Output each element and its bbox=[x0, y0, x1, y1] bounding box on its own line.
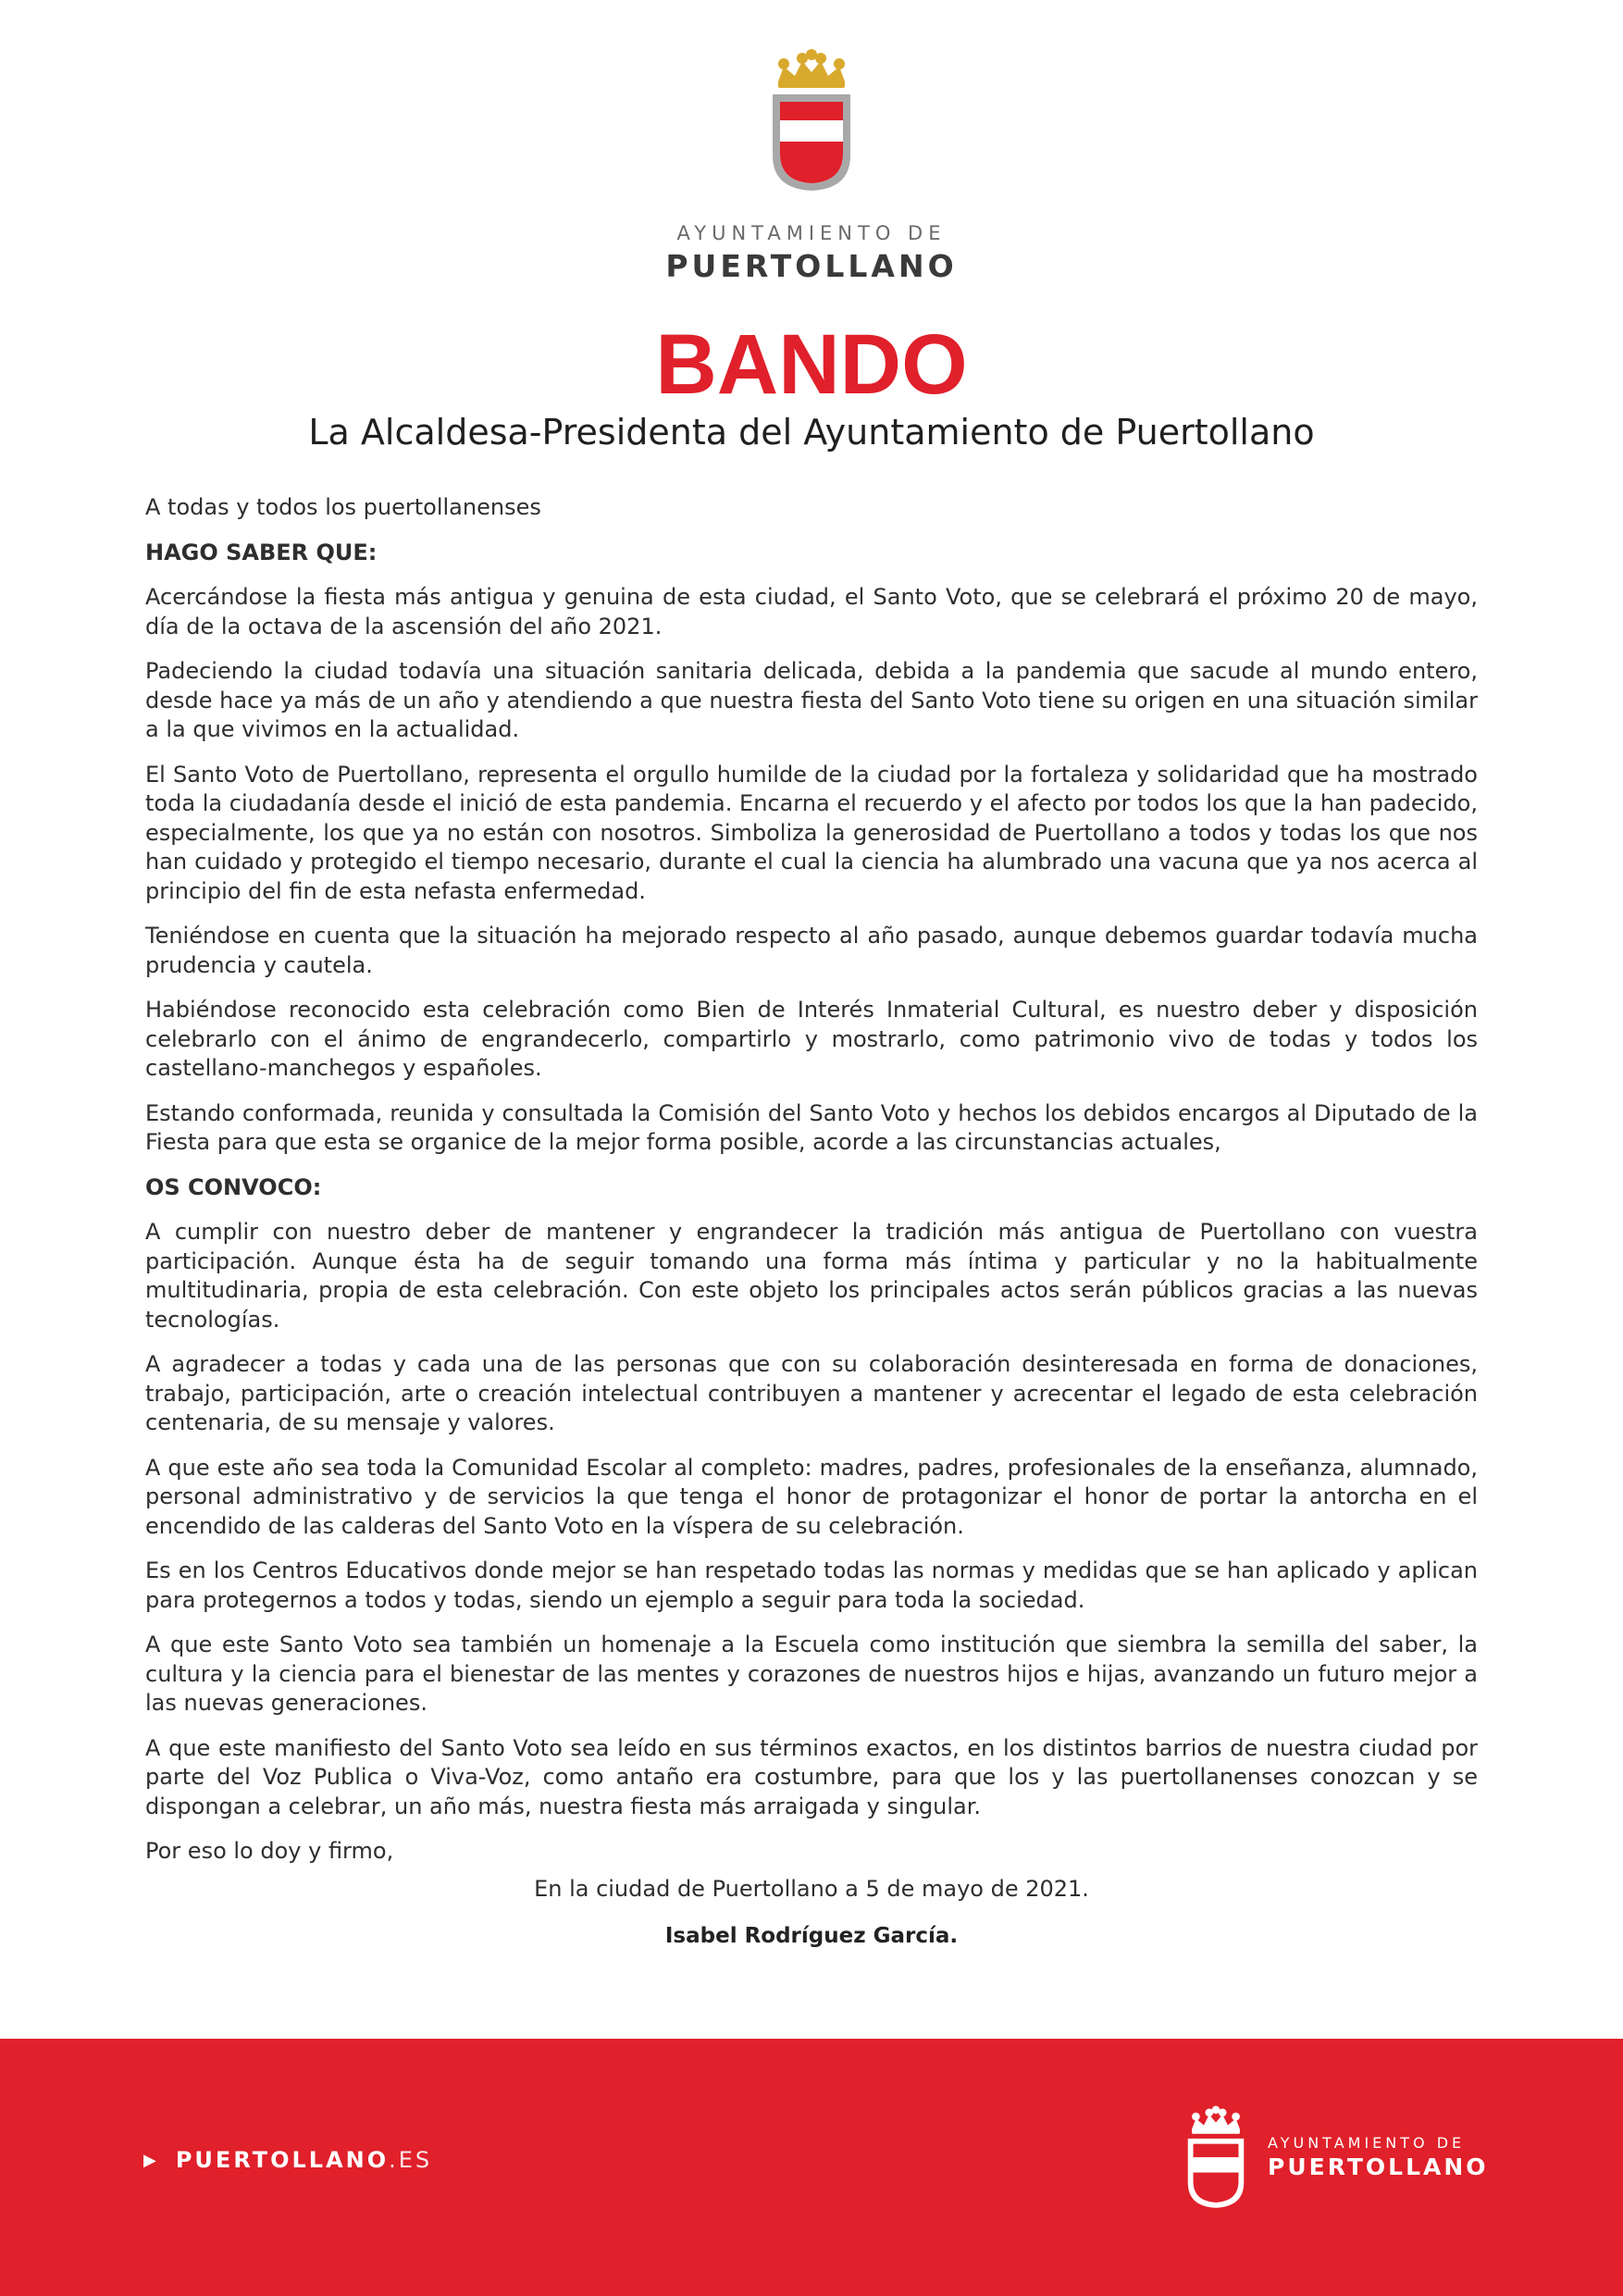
heading-hago-saber: HAGO SABER QUE: bbox=[145, 539, 378, 565]
footer-org-small: AYUNTAMIENTO DE bbox=[1268, 2134, 1466, 2152]
heading-os-convoco: OS CONVOCO: bbox=[145, 1173, 322, 1200]
paragraph: Es en los Centros Educativos donde mejor se han respetado todas las normas y medidas que se han aplicado y aplican para protegernos a todos y todas, siendo un ejemplo a seguir para toda la sociedad. bbox=[145, 1558, 1478, 1613]
signature-name: Isabel Rodríguez García. bbox=[664, 1924, 959, 1948]
decree-body bbox=[145, 493, 1478, 1882]
page-subtitle: La Alcaldesa-Presidenta del Ayuntamiento de Puertollano bbox=[308, 412, 1315, 453]
website-tld: .ES bbox=[389, 2147, 433, 2173]
org-name: PUERTOLLANO bbox=[665, 248, 958, 284]
paragraph: A que este año sea toda la Comunidad Escolar al completo: madres, padres, profesionales de la enseñanza, alumnado, personal administrativo y de servicios la que tenga el honor de protagonizar el honor de portar la antorcha en el encendido de las calderas del Santo Voto en la víspera de su celebración. bbox=[145, 1454, 1478, 1539]
org-name-small: AYUNTAMIENTO DE bbox=[676, 222, 947, 244]
paragraph: Padeciendo la ciudad todavía una situación sanitaria delicada, debida a la pandemia que sacude al mundo entero, desde hace ya más de un año y atendiendo a que nuestra fiesta del Santo Voto tiene su origen en una situación similar a la que vivimos en la actualidad. bbox=[145, 658, 1478, 742]
closing-line: Por eso lo doy y firmo, bbox=[145, 1838, 394, 1864]
greeting: A todas y todos los puertollanenses bbox=[145, 494, 541, 520]
website-link[interactable] bbox=[143, 2147, 432, 2173]
website-domain: PUERTOLLANO bbox=[175, 2147, 390, 2173]
paragraph: Habiéndose reconocido esta celebración como Bien de Interés Inmaterial Cultural, es nuestro deber y disposición celebrarlo con el ánimo de engrandecerlo, compartirlo y mostrarlo, como patrimonio vivo de todas y todos los castellano-manchegos y españoles. bbox=[145, 997, 1478, 1081]
paragraph: A agradecer a todas y cada una de las personas que con su colaboración desinteresada en forma de donaciones, trabajo, participación, arte o creación intelectual contribuyen a mantener y acrecentar el legado de esta celebración centenaria, de su mensaje y valores. bbox=[145, 1351, 1478, 1435]
crest-icon bbox=[765, 46, 858, 194]
footer bbox=[0, 2039, 1623, 2296]
paragraph: A que este manifiesto del Santo Voto sea leído en sus términos exactos, en los distintos barrios de nuestra ciudad por parte del Voz Publica o Viva-Voz, como antaño era costumbre, para que los y las puertollanenses conozcan y se dispongan a celebrar, un año más, nuestra fiesta más arraigada y singular. bbox=[145, 1734, 1478, 1819]
play-arrow-icon: ▶ bbox=[143, 2150, 159, 2170]
paragraph: Teniéndose en cuenta que la situación ha mejorado respecto al año pasado, aunque debemos guardar todavía mucha prudencia y cautela. bbox=[145, 923, 1478, 978]
paragraph: El Santo Voto de Puertollano, representa el orgullo humilde de la ciudad por la fortaleza y solidaridad que ha mostrado toda la ciudadanía desde el inició de esta pandemia. Encarna el recuerdo y el afecto por todos los que la han padecido, especialmente, los que ya no están con nosotros. Simboliza la generosidad de Puertollano a todos y todas los que nos han cuidado y protegido el tiempo necesario, durante el cual la ciencia ha alumbrado una vacuna que ya nos acerca al principio del fin de esta nefasta enfermedad. bbox=[145, 761, 1478, 904]
page-title: BANDO bbox=[655, 317, 968, 412]
header-logo bbox=[0, 46, 1623, 284]
paragraph: Acercándose la fiesta más antigua y genuina de esta ciudad, el Santo Voto, que se celebrará el próximo 20 de mayo, día de la octava de la ascensión del año 2021. bbox=[145, 584, 1478, 639]
paragraph: A cumplir con nuestro deber de mantener y engrandecer la tradición más antigua de Puertollano con vuestra participación. Aunque ésta ha de seguir tomando una forma más íntima y particular y no la habitualmente multitudinaria, propia de esta celebración. Con este objeto los principales actos serán públicos gracias a las nuevas tecnologías. bbox=[145, 1219, 1478, 1333]
place-date: En la ciudad de Puertollano a 5 de mayo de 2021. bbox=[534, 1876, 1089, 1902]
footer-org-name: PUERTOLLANO bbox=[1268, 2153, 1489, 2180]
paragraph: A que este Santo Voto sea también un homenaje a la Escuela como institución que siembra la semilla del saber, la cultura y la ciencia para el bienestar de las mentes y corazones de nuestros hijos e hijas, avanzando un futuro mejor a las nuevas generaciones. bbox=[145, 1632, 1478, 1716]
crest-icon bbox=[1183, 2102, 1249, 2213]
paragraph: Estando conformada, reunida y consultada la Comisión del Santo Voto y hechos los debidos encargos al Diputado de la Fiesta para que esta se organice de la mejor forma posible, acorde a las circunstancias actuales, bbox=[145, 1099, 1478, 1155]
footer-logo bbox=[1183, 2102, 1489, 2213]
